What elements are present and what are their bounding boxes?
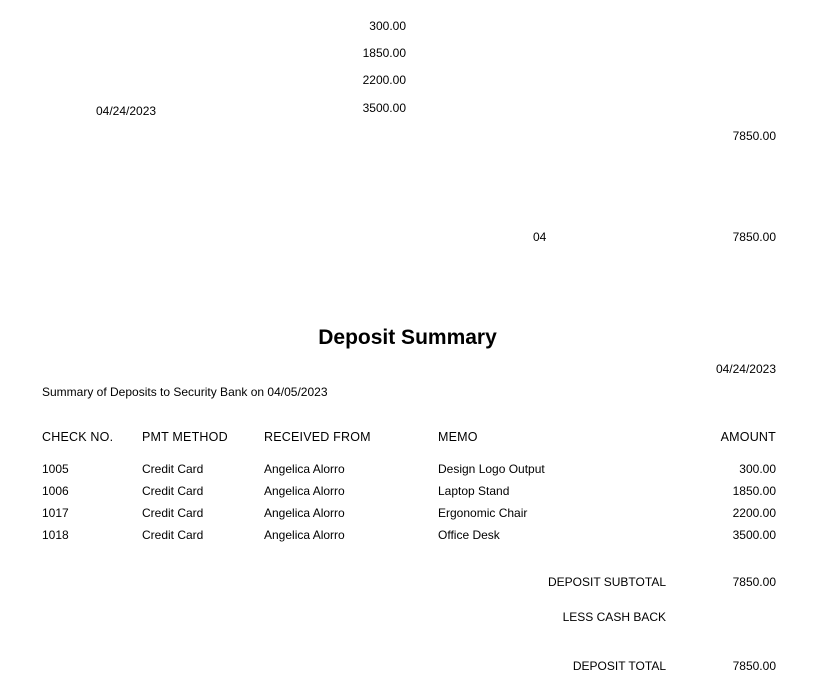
cell-amount: 3500.00 <box>732 528 776 542</box>
less-cash-back-row <box>42 610 776 624</box>
slip-amount-3: 2200.00 <box>362 73 406 87</box>
totals-spacer-large <box>42 624 776 659</box>
less-cash-back-label: LESS CASH BACK <box>562 610 666 624</box>
slip-amount-1: 300.00 <box>369 19 406 33</box>
column-header-amount: AMOUNT <box>720 430 776 444</box>
table-header-row <box>42 430 776 458</box>
cell-received-from: Angelica Alorro <box>264 528 345 542</box>
cell-memo: Laptop Stand <box>438 484 510 498</box>
summary-subtitle: Summary of Deposits to Security Bank on 04/05/2023 <box>42 385 328 399</box>
slip-amount-4: 3500.00 <box>362 101 406 115</box>
cell-received-from: Angelica Alorro <box>264 506 345 520</box>
cell-received-from: Angelica Alorro <box>264 484 345 498</box>
cell-check-no: 1006 <box>42 484 69 498</box>
cell-memo: Office Desk <box>438 528 500 542</box>
totals-spacer <box>42 589 776 610</box>
totals-section <box>42 575 776 673</box>
slip-amount-2: 1850.00 <box>362 46 406 60</box>
deposit-total-label: DEPOSIT TOTAL <box>572 659 666 673</box>
slip-code: 04 <box>533 230 547 244</box>
deposit-subtotal-label: DEPOSIT SUBTOTAL <box>547 575 666 589</box>
slip-total: 7850.00 <box>732 230 776 244</box>
column-header-pmt-method: PMT METHOD <box>142 430 228 444</box>
cell-received-from: Angelica Alorro <box>264 462 345 476</box>
deposit-subtotal-value: 7850.00 <box>732 575 776 589</box>
summary-date: 04/24/2023 <box>715 362 776 376</box>
cell-check-no: 1017 <box>42 506 69 520</box>
table-row <box>42 524 776 546</box>
cell-amount: 1850.00 <box>732 484 776 498</box>
cell-check-no: 1018 <box>42 528 69 542</box>
cell-check-no: 1005 <box>42 462 69 476</box>
column-header-memo: MEMO <box>438 430 478 444</box>
cell-amount: 2200.00 <box>732 506 776 520</box>
column-header-received-from: RECEIVED FROM <box>264 430 371 444</box>
deposits-table <box>42 430 776 546</box>
deposit-total-row <box>42 659 776 673</box>
cell-pmt-method: Credit Card <box>142 484 204 498</box>
column-header-check-no: CHECK NO. <box>42 430 114 444</box>
cell-memo: Design Logo Output <box>438 462 545 476</box>
slip-date: 04/24/2023 <box>96 104 157 118</box>
table-row <box>42 502 776 524</box>
cell-pmt-method: Credit Card <box>142 462 204 476</box>
deposit-total-value: 7850.00 <box>732 659 776 673</box>
slip-subtotal: 7850.00 <box>732 129 776 143</box>
cell-pmt-method: Credit Card <box>142 528 204 542</box>
page-title: Deposit Summary <box>318 326 497 349</box>
cell-pmt-method: Credit Card <box>142 506 204 520</box>
table-row <box>42 480 776 502</box>
cell-memo: Ergonomic Chair <box>438 506 528 520</box>
cell-amount: 300.00 <box>739 462 776 476</box>
table-row <box>42 458 776 480</box>
deposit-subtotal-row <box>42 575 776 589</box>
